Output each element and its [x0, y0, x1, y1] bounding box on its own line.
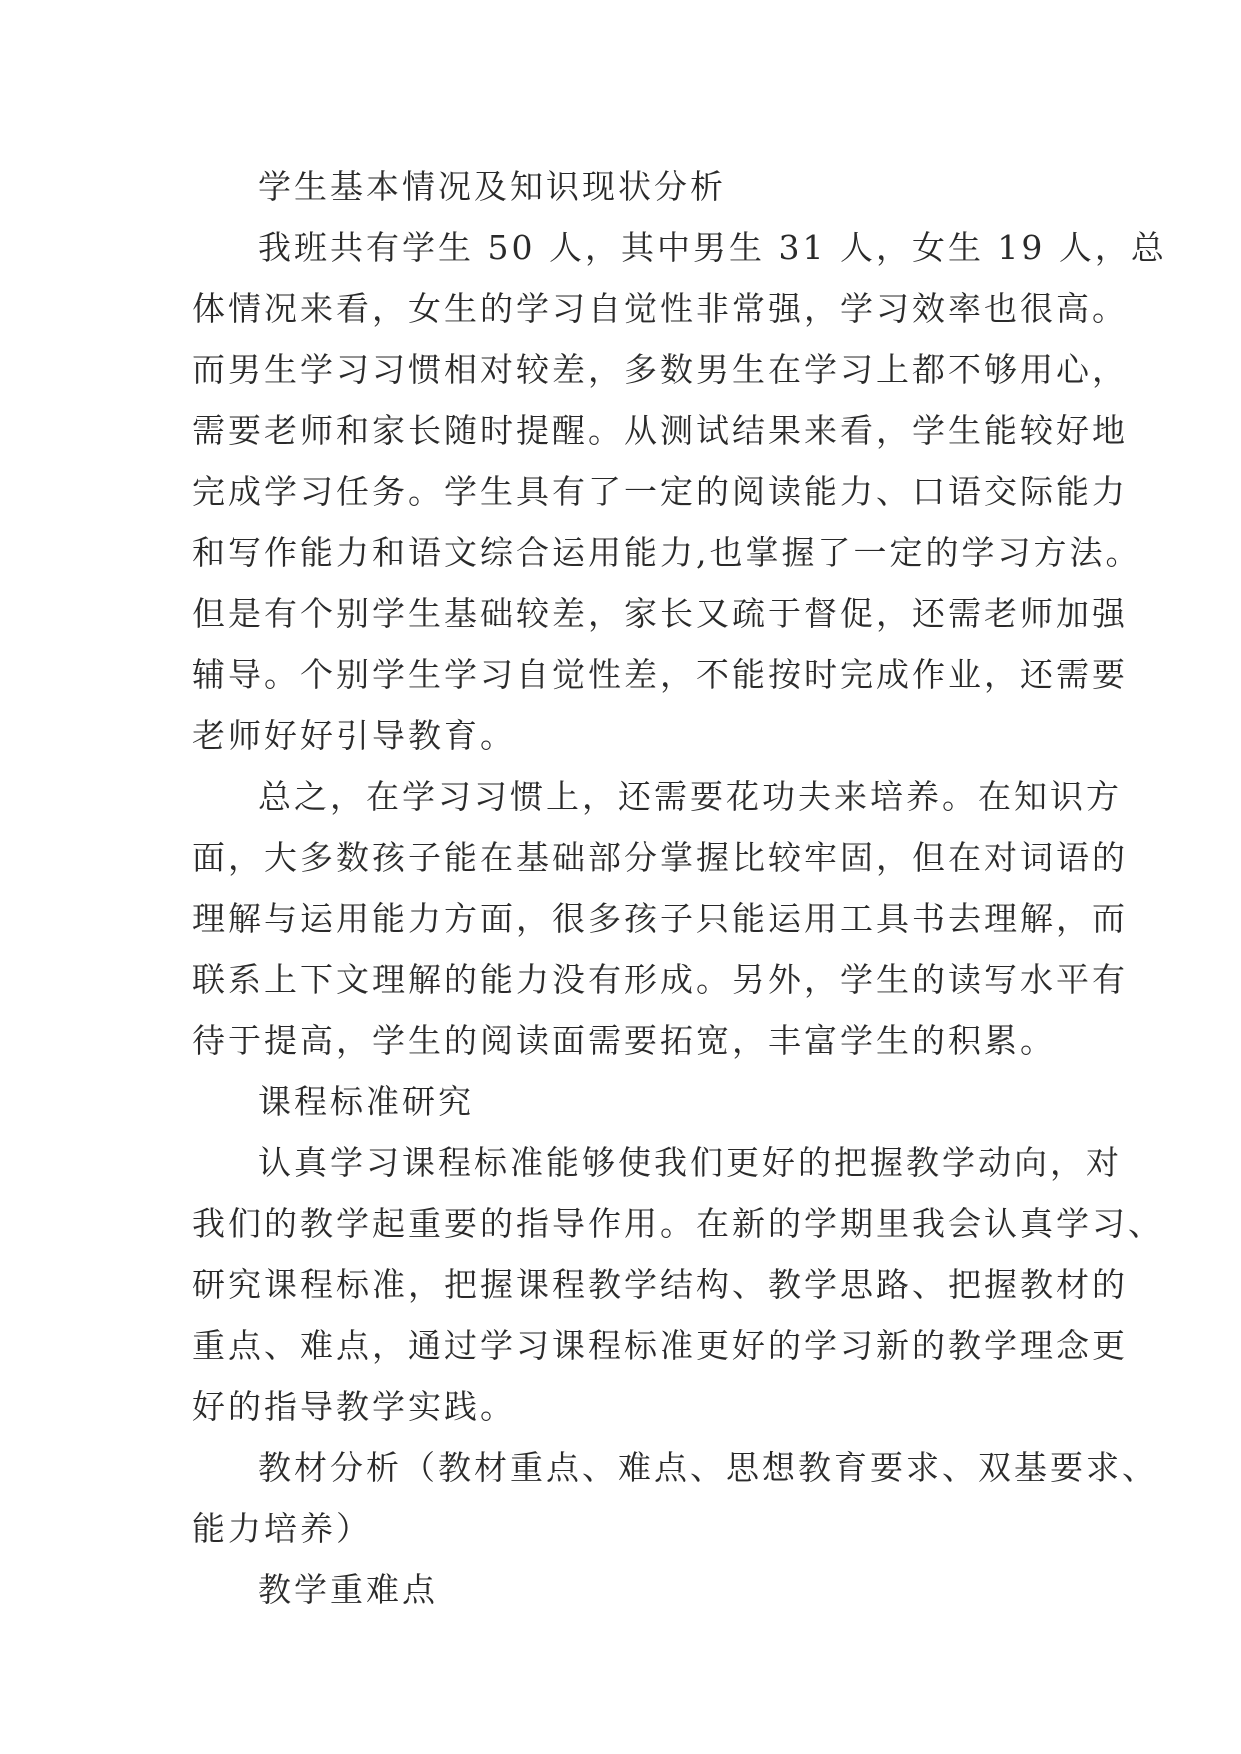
paragraph-line: 面，大多数孩子能在基础部分掌握比较牢固，但在对词语的	[192, 838, 1128, 877]
paragraph-line: 理解与运用能力方面，很多孩子只能运用工具书去理解，而	[192, 899, 1128, 938]
paragraph-line: 而男生学习习惯相对较差，多数男生在学习上都不够用心，	[192, 350, 1128, 389]
paragraph-line: 我们的教学起重要的指导作用。在新的学期里我会认真学习、	[192, 1204, 1164, 1243]
paragraph-line: 辅导。个别学生学习自觉性差，不能按时完成作业，还需要	[192, 655, 1128, 694]
paragraph-line: 能力培养）	[192, 1509, 372, 1548]
paragraph-line: 重点、难点，通过学习课程标准更好的学习新的教学理念更	[192, 1326, 1128, 1365]
paragraph-line: 研究课程标准，把握课程教学结构、教学思路、把握教材的	[192, 1265, 1128, 1304]
paragraph-first-line: 教材分析（教材重点、难点、思想教育要求、双基要求、	[258, 1448, 1158, 1487]
paragraph-line: 联系上下文理解的能力没有形成。另外，学生的读写水平有	[192, 960, 1128, 999]
paragraph-line: 和写作能力和语文综合运用能力,也掌握了一定的学习方法。	[192, 533, 1142, 572]
paragraph-line: 老师好好引导教育。	[192, 716, 516, 755]
paragraph-first-line: 课程标准研究	[258, 1082, 474, 1121]
paragraph-line: 但是有个别学生基础较差，家长又疏于督促，还需老师加强	[192, 594, 1128, 633]
paragraph-line: 需要老师和家长随时提醒。从测试结果来看，学生能较好地	[192, 411, 1128, 450]
paragraph-line: 完成学习任务。学生具有了一定的阅读能力、口语交际能力	[192, 472, 1128, 511]
paragraph-first-line: 我班共有学生 50 人，其中男生 31 人，女生 19 人，总	[258, 228, 1167, 267]
paragraph-first-line: 学生基本情况及知识现状分析	[258, 167, 726, 206]
paragraph-line: 好的指导教学实践。	[192, 1387, 516, 1426]
document-page	[192, 156, 1167, 1620]
paragraph-first-line: 总之，在学习习惯上，还需要花功夫来培养。在知识方	[258, 777, 1122, 816]
paragraph-line: 待于提高，学生的阅读面需要拓宽，丰富学生的积累。	[192, 1021, 1056, 1060]
paragraph-line: 体情况来看，女生的学习自觉性非常强，学习效率也很高。	[192, 289, 1128, 328]
paragraph-first-line: 认真学习课程标准能够使我们更好的把握教学动向，对	[258, 1143, 1122, 1182]
paragraph-first-line: 教学重难点	[258, 1570, 438, 1609]
